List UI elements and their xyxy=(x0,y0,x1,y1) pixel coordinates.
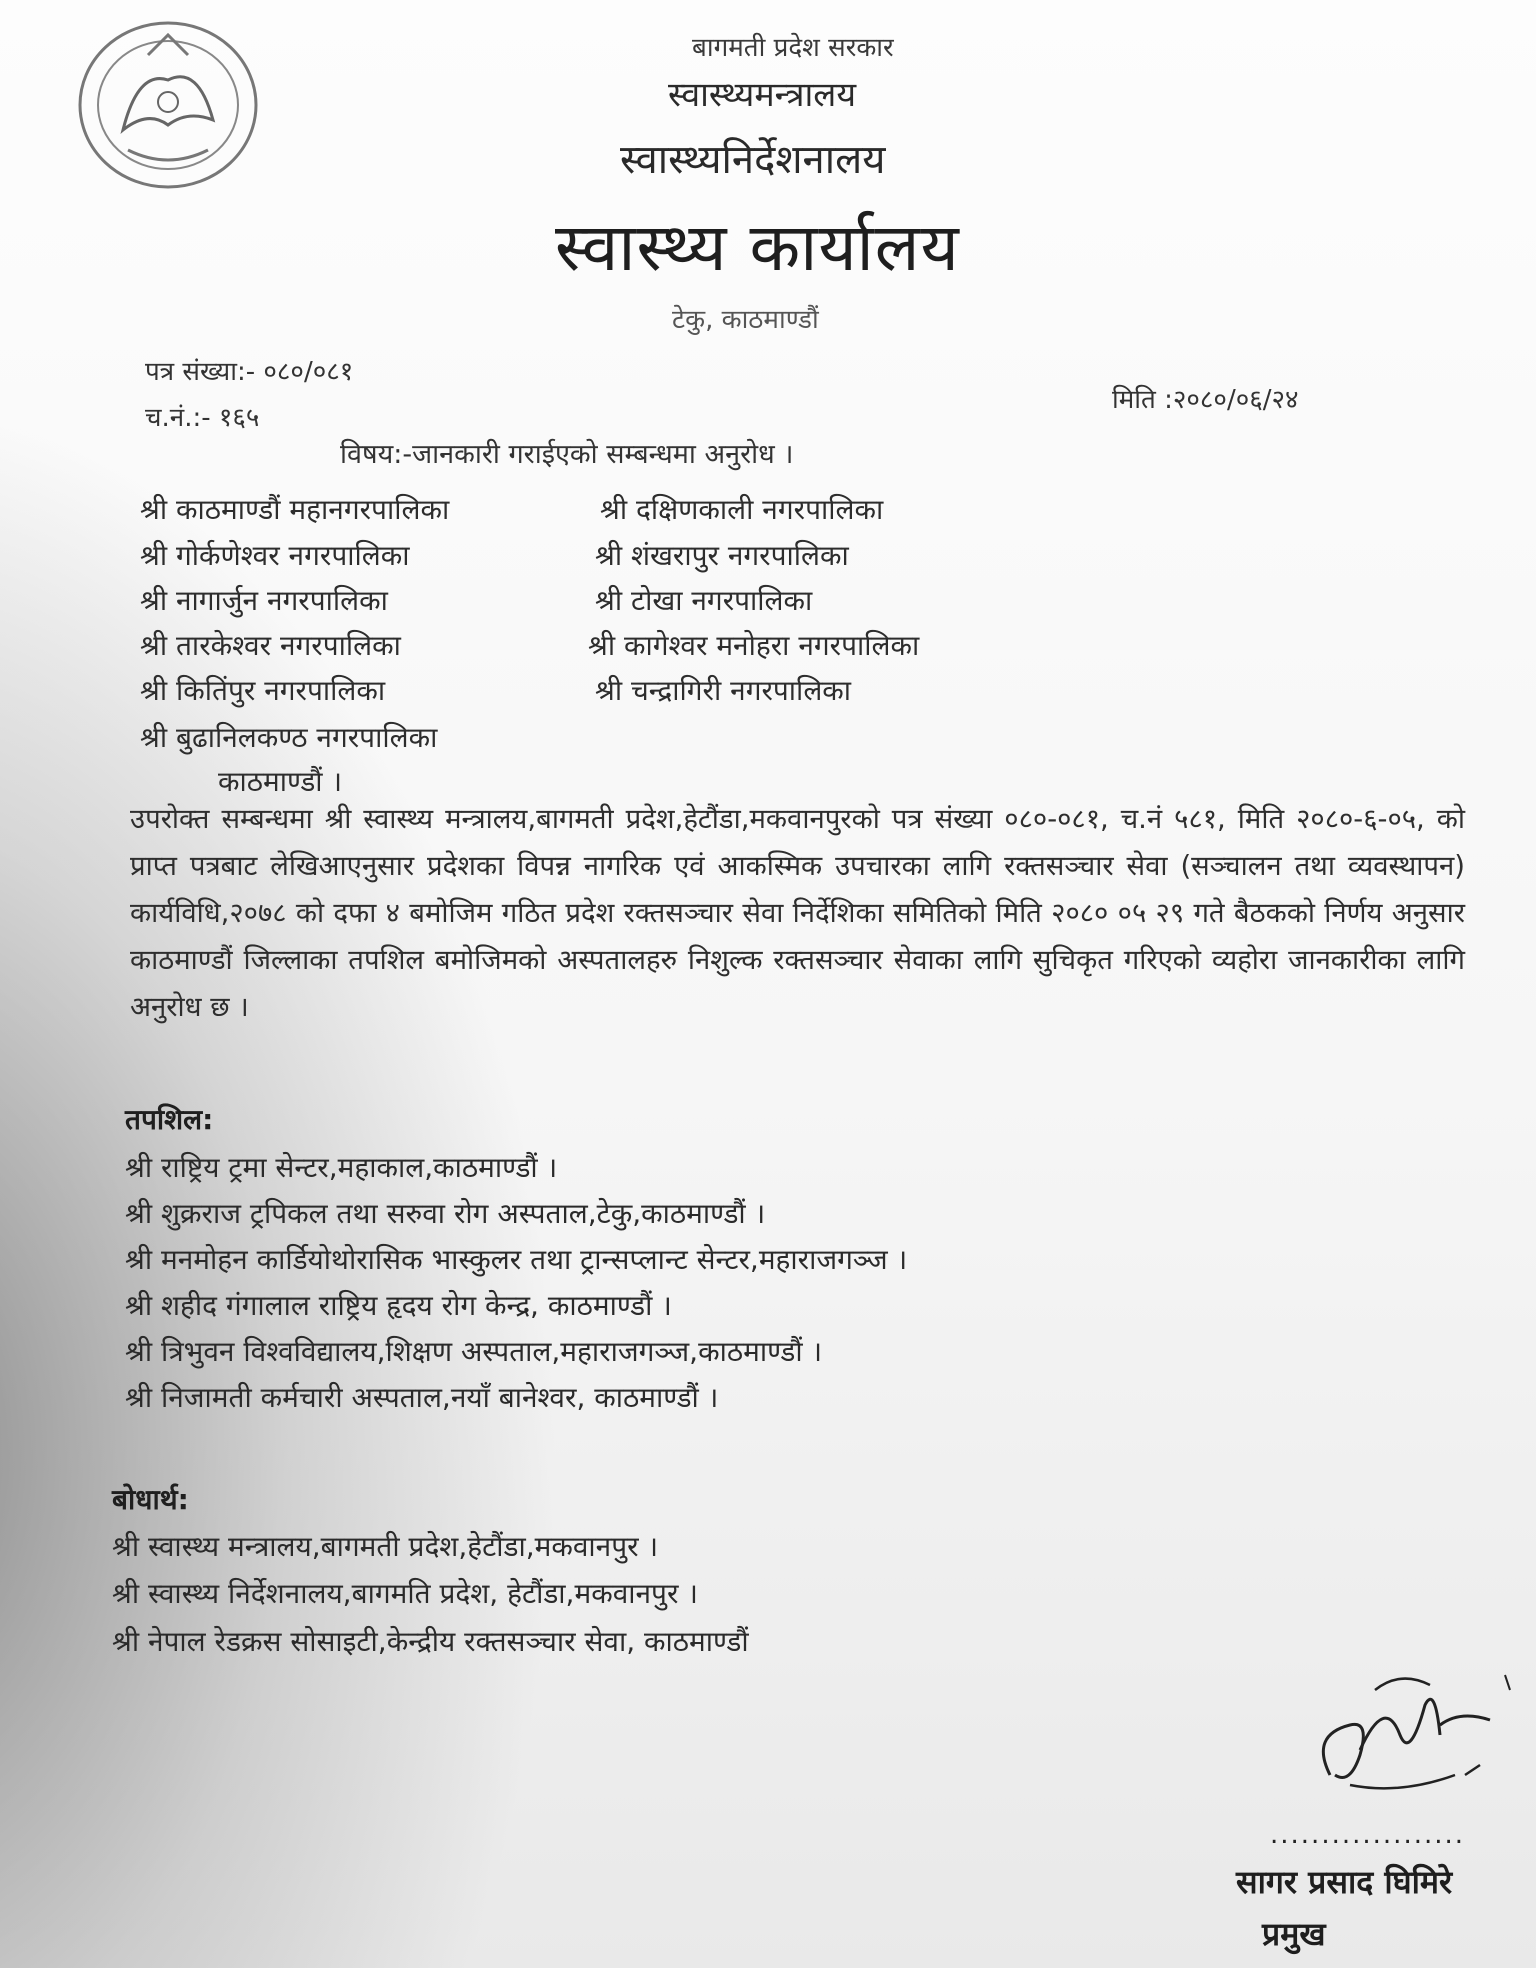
hospital-item: श्री राष्ट्रिय ट्रमा सेन्टर,महाकाल,काठमाण्डौं । xyxy=(125,1151,558,1184)
copy-to-item: श्री स्वास्थ्य निर्देशनालय,बागमति प्रदेश, हेटौंडा,मकवानपुर । xyxy=(112,1577,698,1610)
government-emblem-seal-icon xyxy=(68,10,268,200)
office-title: स्वास्थ्य कार्यालय xyxy=(555,209,960,286)
letter-subject: विषय:-जानकारी गराईएको सम्बन्धमा अनुरोध । xyxy=(340,439,794,470)
addressee-city: काठमाण्डौं । xyxy=(218,765,343,798)
dispatch-number: च.नं.:- १६५ xyxy=(145,403,260,433)
addressee-item: श्री तारकेश्वर नगरपालिका xyxy=(140,629,401,662)
letter-date: मिति :२०८०/०६/२४ xyxy=(1112,385,1299,415)
addressee-item: श्री काठमाण्डौं महानगरपालिका xyxy=(140,493,450,526)
office-address: टेकु, काठमाण्डौं xyxy=(672,305,819,335)
letter-body: उपरोक्त सम्बन्धमा श्री स्वास्थ्य मन्त्रालय,बागमती प्रदेश,हेटौंडा,मकवानपुरको पत्र संख्या ०८०-०८१, च.नं ५८१, मिति २०८०-६-०५, को प्राप्त पत्रबाट लेखिआएनुसार प्रदेशका विपन्न नागरिक एवं आकस्मिक उपचारका लागि रक्तसञ्चार सेवा (सञ्चालन तथा व्यवस्थापन) कार्यविधि,२०७८ को दफा ४ बमोजिम गठित प्रदेश रक्तसञ्चार सेवा निर्देशिका समितिको मिति २०८० ०५ २९ गते बैठकको निर्णय अनुसार काठमाण्डौं जिल्लाका तपशिल बमोजिमको अस्पतालहरु निशुल्क रक्तसञ्चार सेवाका लागि सुचिकृत गरिएको व्यहोरा जानकारीका लागि अनुरोध छ । xyxy=(130,803,1465,1023)
hospital-item: श्री शुक्रराज ट्रपिकल तथा सरुवा रोग अस्पताल,टेकु,काठमाण्डौं । xyxy=(125,1197,766,1230)
addressee-item: श्री कितिंपुर नगरपालिका xyxy=(140,674,386,707)
handwritten-signature-icon xyxy=(1290,1665,1520,1815)
hospital-item: श्री निजामती कर्मचारी अस्पताल,नयाँ बानेश्वर, काठमाण्डौं । xyxy=(125,1381,719,1414)
government-line: बागमती प्रदेश सरकार xyxy=(692,33,894,63)
copy-to-item: श्री स्वास्थ्य मन्त्रालय,बागमती प्रदेश,हेटौंडा,मकवानपुर । xyxy=(112,1530,659,1563)
hospital-item: श्री त्रिभुवन विश्वविद्यालय,शिक्षण अस्पताल,महाराजगञ्ज,काठमाण्डौं । xyxy=(125,1335,823,1368)
letter-number: पत्र संख्या:- ०८०/०८१ xyxy=(145,357,354,387)
addressee-item: श्री चन्द्रागिरी नगरपालिका xyxy=(595,674,852,707)
bodharth-label: बोधार्थ: xyxy=(112,1483,189,1516)
addressee-item: श्री नागार्जुन नगरपालिका xyxy=(140,584,388,617)
addressee-item: श्री शंखरापुर नगरपालिका xyxy=(595,539,849,572)
addressee-item: श्री बुढानिलकण्ठ नगरपालिका xyxy=(140,721,438,754)
addressee-item: श्री कागेश्वर मनोहरा नगरपालिका xyxy=(588,629,920,662)
hospital-item: श्री मनमोहन कार्डियोथोरासिक भास्कुलर तथा ट्रान्सप्लान्ट सेन्टर,महाराजगञ्ज । xyxy=(125,1243,908,1276)
signatory-title: प्रमुख xyxy=(1262,1915,1326,1953)
ministry-name: स्वास्थ्यमन्त्रालय xyxy=(668,75,857,115)
copy-to-item: श्री नेपाल रेडक्रस सोसाइटी,केन्द्रीय रक्तसञ्चार सेवा, काठमाण्डौं xyxy=(112,1625,749,1658)
signature-line: ................... xyxy=(1270,1820,1466,1850)
hospital-item: श्री शहीद गंगालाल राष्ट्रिय हृदय रोग केन्द्र, काठमाण्डौं । xyxy=(125,1289,672,1322)
addressee-item: श्री टोखा नगरपालिका xyxy=(595,584,813,617)
addressee-item: श्री गोर्कणेश्वर नगरपालिका xyxy=(140,539,410,572)
directorate-name: स्वास्थ्यनिर्देशनालय xyxy=(620,137,886,183)
addressee-item: श्री दक्षिणकाली नगरपालिका xyxy=(600,493,884,526)
tapsil-label: तपशिल: xyxy=(125,1103,214,1136)
signatory-name: सागर प्रसाद घिमिरे xyxy=(1236,1863,1453,1901)
